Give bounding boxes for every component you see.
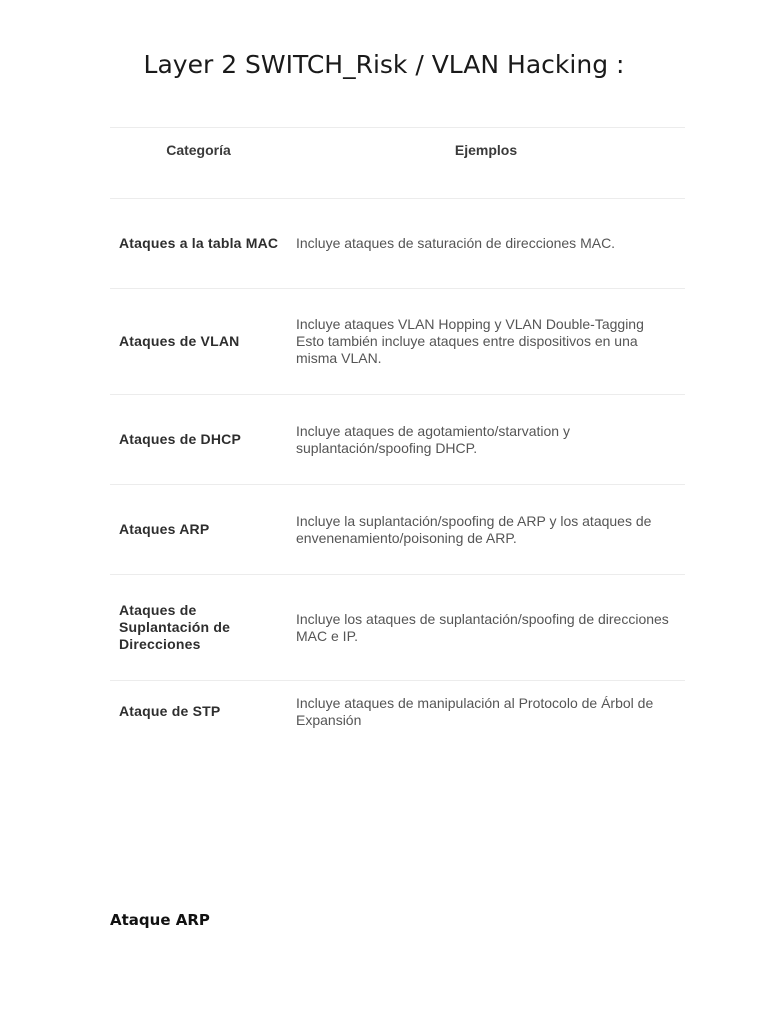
table-row bbox=[110, 485, 685, 575]
table-row bbox=[110, 395, 685, 485]
attack-categories-table bbox=[110, 127, 685, 742]
category-cell: Ataques ARP bbox=[110, 485, 287, 575]
example-cell: Incluye ataques de manipulación al Protocolo de Árbol de Expansión bbox=[287, 681, 685, 743]
column-header-examples: Ejemplos bbox=[287, 128, 685, 199]
example-cell: Incluye ataques de agotamiento/starvation y suplantación/spoofing DHCP. bbox=[287, 395, 685, 485]
table-row bbox=[110, 289, 685, 395]
category-cell: Ataques de DHCP bbox=[110, 395, 287, 485]
page-title: Layer 2 SWITCH_Risk / VLAN Hacking : bbox=[143, 50, 625, 79]
example-cell: Incluye los ataques de suplantación/spoofing de direcciones MAC e IP. bbox=[287, 575, 685, 681]
section-heading: Ataque ARP bbox=[110, 911, 210, 929]
category-cell: Ataques de VLAN bbox=[110, 289, 287, 395]
table-row bbox=[110, 575, 685, 681]
category-cell: Ataques a la tabla MAC bbox=[110, 199, 287, 289]
category-cell: Ataques de Suplantación de Direcciones bbox=[110, 575, 287, 681]
example-cell: Incluye ataques VLAN Hopping y VLAN Double-Tagging Esto también incluye ataques entre dispositivos en una misma VLAN. bbox=[287, 289, 685, 395]
table-row bbox=[110, 681, 685, 743]
table-row bbox=[110, 199, 685, 289]
example-cell: Incluye ataques de saturación de direcciones MAC. bbox=[287, 199, 685, 289]
column-header-category: Categoría bbox=[110, 128, 287, 199]
category-cell: Ataque de STP bbox=[110, 681, 287, 743]
example-cell: Incluye la suplantación/spoofing de ARP y los ataques de envenenamiento/poisoning de ARP. bbox=[287, 485, 685, 575]
table-header-row bbox=[110, 128, 685, 199]
